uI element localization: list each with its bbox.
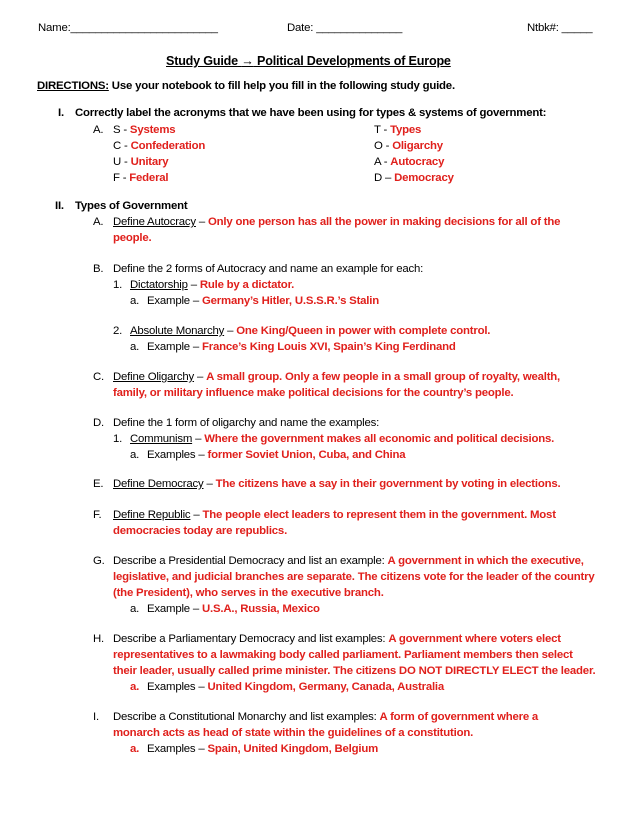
- item-b-prompt: Define the 2 forms of Autocracy and name an example for each:: [113, 263, 424, 275]
- section-1-heading: Correctly label the acronyms that we have been using for types & systems of government:: [75, 107, 547, 119]
- item-f: Define Republic – The people elect leaders to represent them in the government. Most: [113, 509, 556, 521]
- notebook-number-field: Ntbk#: _____: [527, 22, 593, 34]
- acronym-d: D – Democracy: [374, 172, 454, 184]
- item-b-1-ex: Example – Germany’s Hitler, U.S.S.R.’s Stalin: [147, 295, 379, 307]
- directions-label: DIRECTIONS:: [37, 80, 109, 92]
- section-2-heading: Types of Government: [75, 200, 188, 212]
- item-g-letter: G.: [93, 555, 105, 567]
- item-h-ex-letter: a.: [130, 681, 140, 693]
- item-i: Describe a Constitutional Monarchy and list examples: A form of government where a: [113, 711, 539, 723]
- item-g: Describe a Presidential Democracy and list an example: A government in which the executive,: [113, 555, 584, 567]
- title-right: Political Developments of Europe: [257, 54, 451, 68]
- item-e: Define Democracy – The citizens have a say in their government by voting in elections.: [113, 478, 561, 490]
- item-h-letter: H.: [93, 633, 104, 645]
- date-field: Date: ______________: [287, 22, 403, 34]
- item-g-cont-2: (the President), who serves in the executive branch.: [113, 587, 384, 599]
- item-d-1-num: 1.: [113, 433, 123, 445]
- item-h-cont-2: their leader, usually called prime minister. The citizens DO NOT DIRECTLY ELECT the leader.: [113, 665, 596, 677]
- item-b-2: Absolute Monarchy – One King/Queen in power with complete control.: [130, 325, 491, 337]
- acronym-f: F - Federal: [113, 172, 169, 184]
- item-g-cont-1: legislative, and judicial branches are separate. The citizens vote for the leader of the country: [113, 571, 595, 583]
- item-b-1: Dictatorship – Rule by a dictator.: [130, 279, 295, 291]
- item-a: Define Autocracy – Only one person has all the power in making decisions for all of the: [113, 216, 561, 228]
- item-b-2-ex-letter: a.: [130, 341, 140, 353]
- arrow-right-icon: →: [241, 54, 254, 68]
- item-b-letter: B.: [93, 263, 104, 275]
- item-i-ex-letter: a.: [130, 743, 140, 755]
- item-h-cont-1: representatives to a lawmaking body called parliament. Parliament members then select: [113, 649, 573, 661]
- item-c-cont: family, or military influence make political decisions for the country’s people.: [113, 387, 514, 399]
- item-g-ex: Example – U.S.A., Russia, Mexico: [147, 603, 320, 615]
- item-d-letter: D.: [93, 417, 104, 429]
- acronym-a: A - Autocracy: [374, 156, 445, 168]
- acronym-u: U - Unitary: [113, 156, 169, 168]
- item-d-1: Communism – Where the government makes all economic and political decisions.: [130, 433, 555, 445]
- section-2-numeral: II.: [55, 200, 64, 212]
- item-b-1-num: 1.: [113, 279, 123, 291]
- item-i-letter: I.: [93, 711, 99, 723]
- item-c: Define Oligarchy – A small group. Only a few people in a small group of royalty, wealth,: [113, 371, 561, 383]
- directions-text: Use your notebook to fill help you fill in the following study guide.: [108, 80, 455, 92]
- item-i-ex: Examples – Spain, United Kingdom, Belgium: [147, 743, 379, 755]
- item-b-2-ex: Example – France’s King Louis XVI, Spain’s King Ferdinand: [147, 341, 456, 353]
- title-left: Study Guide: [166, 54, 238, 68]
- acronym-o: O - Oligarchy: [374, 140, 443, 152]
- item-a-letter: A.: [93, 216, 104, 228]
- item-h: Describe a Parliamentary Democracy and list examples: A government where voters elect: [113, 633, 561, 645]
- item-f-letter: F.: [93, 509, 102, 521]
- acronym-c: C - Confederation: [113, 140, 206, 152]
- item-b-2-num: 2.: [113, 325, 123, 337]
- item-d-1-ex: Examples – former Soviet Union, Cuba, and China: [147, 449, 406, 461]
- acronym-s: S - Systems: [113, 124, 176, 136]
- item-d-prompt: Define the 1 form of oligarchy and name the examples:: [113, 417, 380, 429]
- name-field: Name:________________________: [38, 22, 218, 34]
- page-title: [166, 54, 451, 68]
- item-i-cont: monarch acts as head of state within the guidelines of a constitution.: [113, 727, 474, 739]
- item-c-letter: C.: [93, 371, 104, 383]
- item-d-1-ex-letter: a.: [130, 449, 140, 461]
- item-f-cont: democracies today are republics.: [113, 525, 288, 537]
- acronym-t: T - Types: [374, 124, 422, 136]
- item-a-cont: people.: [113, 232, 152, 244]
- item-g-ex-letter: a.: [130, 603, 140, 615]
- section-1-numeral: I.: [58, 107, 64, 119]
- item-e-letter: E.: [93, 478, 104, 490]
- directions: [37, 80, 455, 92]
- item-h-ex: Examples – United Kingdom, Germany, Canada, Australia: [147, 681, 445, 693]
- section-1-letter: A.: [93, 124, 104, 136]
- item-b-1-ex-letter: a.: [130, 295, 140, 307]
